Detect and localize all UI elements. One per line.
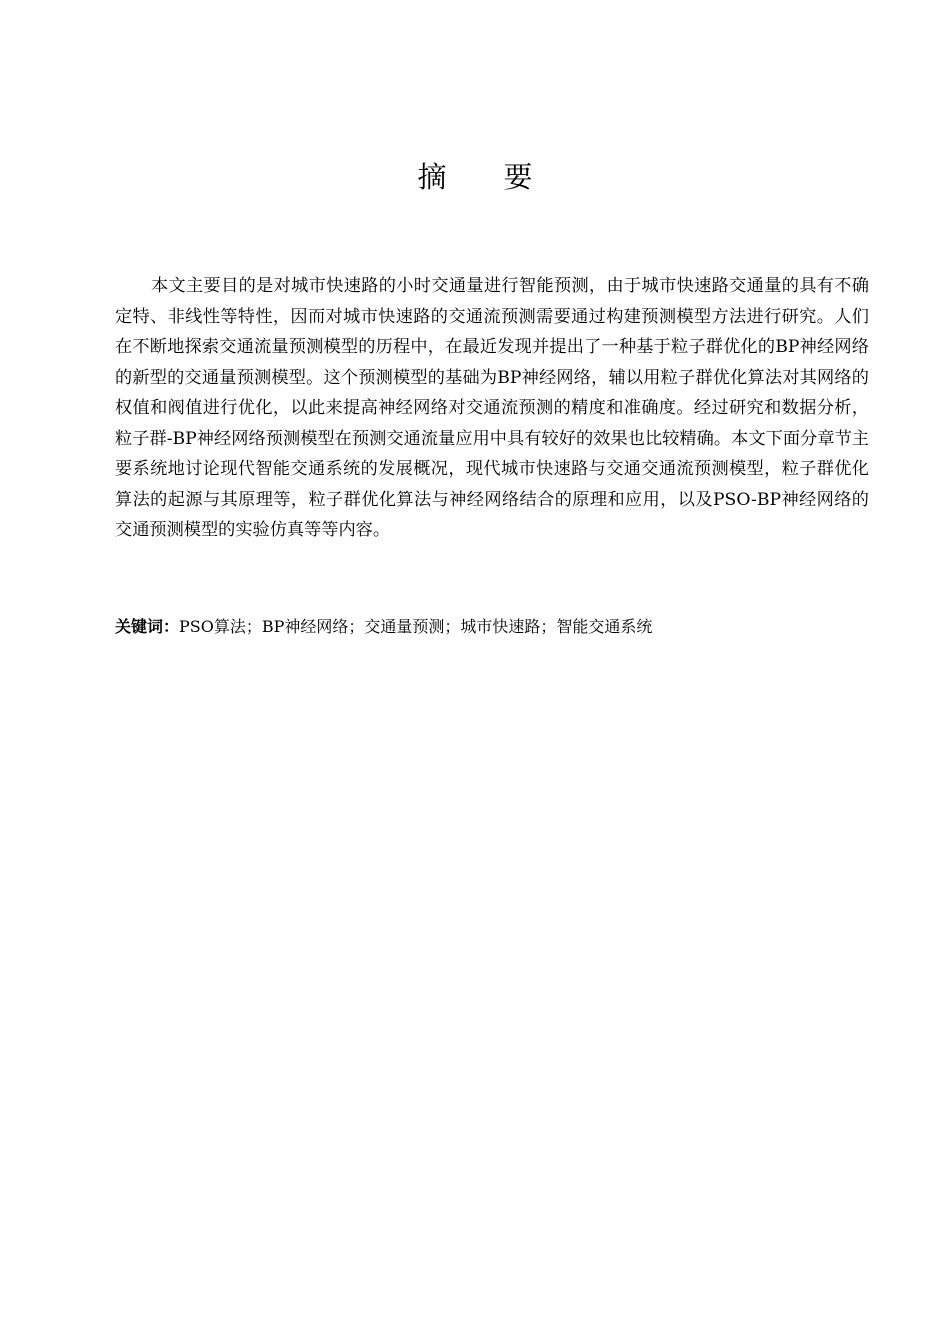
keywords-text: PSO算法；BP神经网络；交通量预测；城市快速路；智能交通系统: [179, 617, 653, 636]
title-char-1: 摘: [417, 160, 447, 194]
abstract-paragraph: 本文主要目的是对城市快速路的小时交通量进行智能预测，由于城市快速路交通量的具有不确定特、非线性等特性，因而对城市快速路的交通流预测需要通过构建预测模型方法进行研究。人们在不断地探索交通流量预测模型的历程中，在最近发现并提出了一种基于粒子群优化的BP神经网络的新型的交通量预测模型。这个预测模型的基础为BP神经网络，辅以用粒子群优化算法对其网络的权值和阀值进行优化，以此来提高神经网络对交通流预测的精度和准确度。经过研究和数据分析，粒子群-BP神经网络预测模型在预测交通流量应用中具有较好的效果也比较精确。本文下面分章节主要系统地讨论现代智能交通系统的发展概况，现代城市快速路与交通交通流预测模型，粒子群优化算法的起源与其原理等，粒子群优化算法与神经网络结合的原理和应用，以及PSO-BP神经网络的交通预测模型的实验仿真等等内容。: [115, 276, 869, 540]
keywords-line: [115, 612, 869, 642]
keywords-label: 关键词：: [115, 617, 180, 636]
page-title: [0, 157, 950, 197]
title-char-2: 要: [503, 160, 533, 194]
